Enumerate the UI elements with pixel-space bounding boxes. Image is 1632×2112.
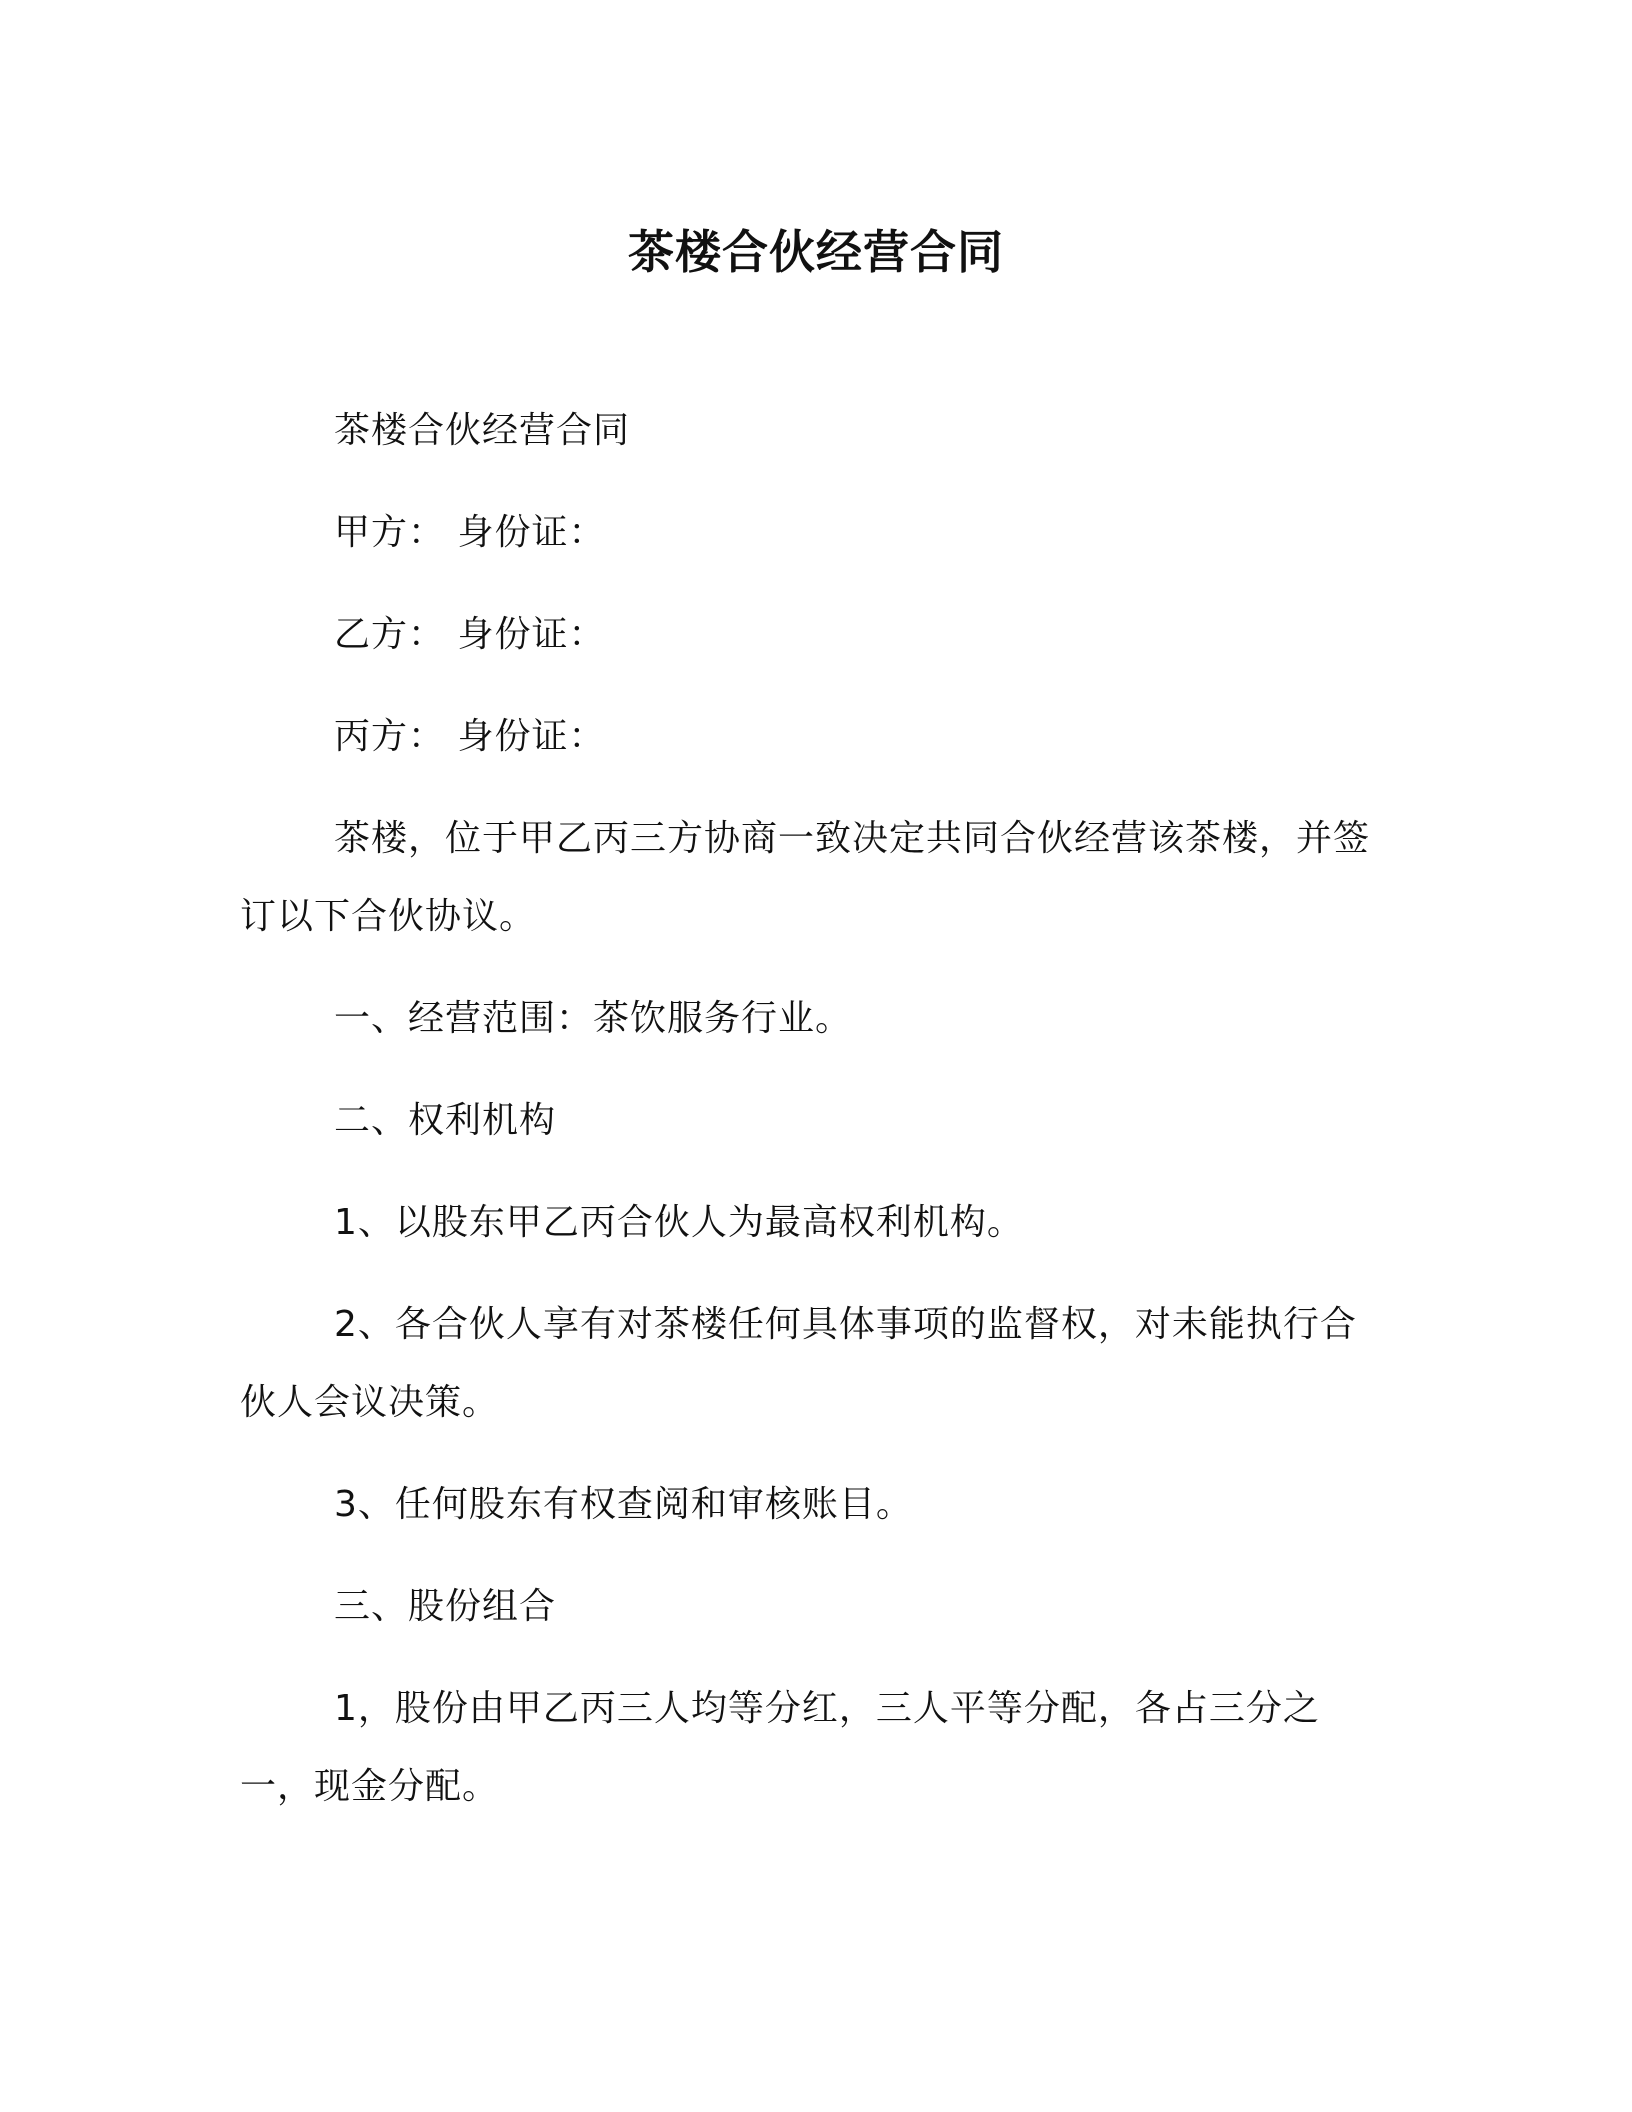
intro-paragraph: 茶楼，位于甲乙丙三方协商一致决定共同合伙经营该茶楼，并签订以下合伙协议。 (240, 818, 1371, 937)
party-a-line: 甲方： 身份证： (334, 512, 606, 553)
document-title: 茶楼合伙经营合同 (628, 225, 1004, 279)
section-2-item-2: 2、各合伙人享有对茶楼任何具体事项的监督权，对未能执行合伙人会议决策。 (240, 1304, 1357, 1423)
party-c-line: 丙方： 身份证： (334, 716, 606, 757)
section-1-scope: 一、经营范围：茶饮服务行业。 (334, 998, 853, 1039)
section-3-item-1: 1，股份由甲乙丙三人均等分红，三人平等分配，各占三分之一，现金分配。 (240, 1688, 1320, 1807)
section-2-item-1: 1、以股东甲乙丙合伙人为最高权利机构。 (334, 1202, 1024, 1243)
document-body (240, 392, 1380, 1850)
subtitle-paragraph: 茶楼合伙经营合同 (334, 410, 631, 451)
section-3-heading: 三、股份组合 (334, 1586, 557, 1627)
section-2-item-3: 3、任何股东有权查阅和审核账目。 (334, 1484, 913, 1525)
section-2-heading: 二、权利机构 (334, 1100, 557, 1141)
party-b-line: 乙方： 身份证： (334, 614, 606, 655)
